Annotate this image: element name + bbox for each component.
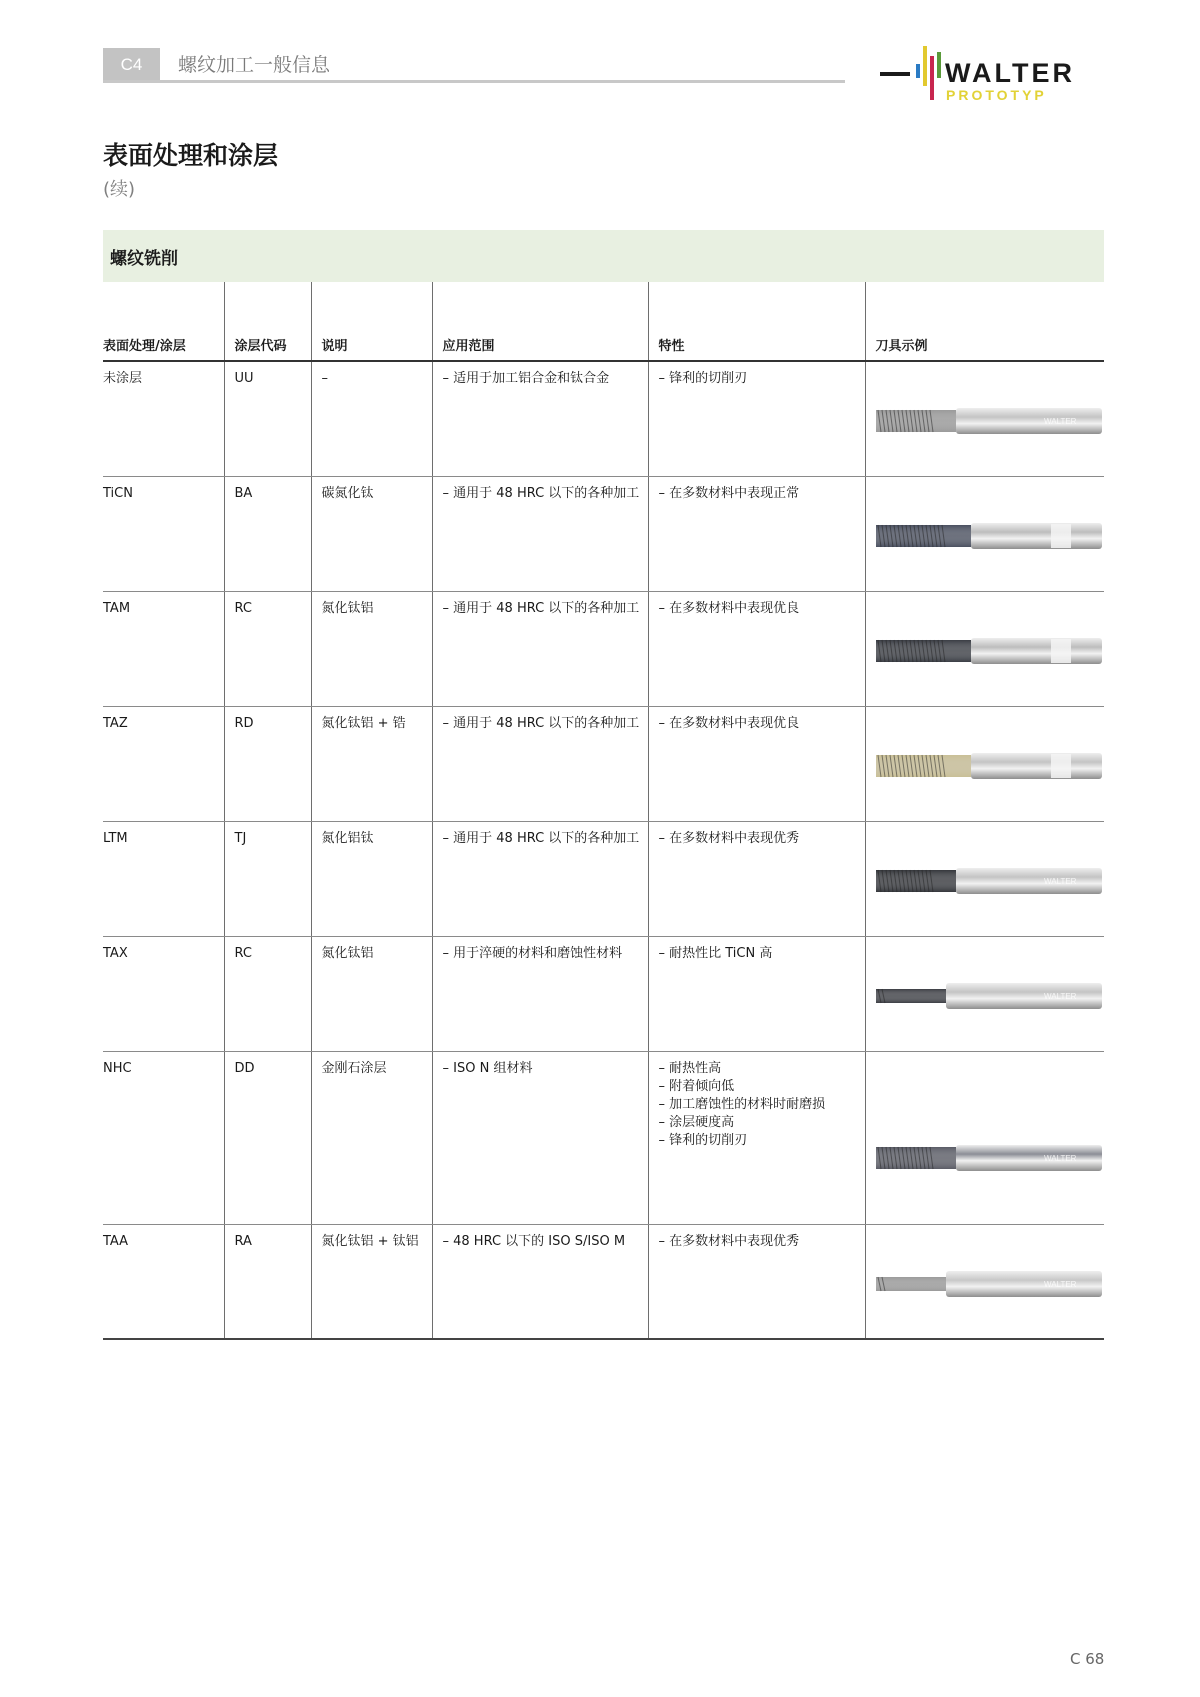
table-row: [103, 361, 1104, 476]
svg-text:WALTER: WALTER: [1043, 1153, 1076, 1163]
application-item: – 通用于 48 HRC 以下的各种加工: [442, 830, 640, 846]
cell-properties: [648, 476, 865, 591]
page-subtitle: (续): [103, 179, 136, 200]
property-item: – 在多数材料中表现优良: [658, 600, 800, 616]
property-item: – 在多数材料中表现优良: [658, 715, 800, 731]
thread-mill-tool-image: [876, 1269, 1106, 1299]
application-item: – 48 HRC 以下的 ISO S/ISO M: [442, 1233, 626, 1249]
application-item: – 通用于 48 HRC 以下的各种加工: [442, 600, 640, 616]
cell-tool-example: [865, 821, 1104, 936]
cell-tool-example: [865, 476, 1104, 591]
application-item: – 用于淬硬的材料和磨蚀性材料: [442, 945, 623, 961]
property-item: – 锋利的切削刃: [658, 371, 748, 386]
table-row: [103, 1051, 1104, 1224]
header-rule: [103, 80, 845, 83]
cell-coating: TAX: [103, 936, 224, 1051]
application-item: – 通用于 48 HRC 以下的各种加工: [442, 485, 640, 501]
cell-tool-example: [865, 361, 1104, 476]
table-row: [103, 706, 1104, 821]
section-header: [103, 230, 1104, 282]
logo-bars-icon: [880, 44, 950, 106]
cell-properties: [648, 361, 865, 476]
thread-mill-tool-image: [876, 521, 1106, 551]
cell-coating: TiCN: [103, 476, 224, 591]
svg-text:WALTER: WALTER: [1043, 417, 1076, 426]
cell-code: RA: [224, 1224, 311, 1339]
property-item: – 在多数材料中表现优秀: [658, 830, 800, 846]
cell-application: [432, 476, 648, 591]
cell-application: [432, 706, 648, 821]
logo-wordmark: WALTER: [945, 58, 1075, 88]
application-item: – ISO N 组材料: [442, 1060, 533, 1076]
chapter-title: 螺纹加工一般信息: [178, 54, 331, 76]
cell-application: [432, 361, 648, 476]
cell-description: 氮化铝钛: [311, 821, 432, 936]
thread-mill-tool-image: [876, 406, 1106, 436]
col-header-description: 说明: [311, 282, 432, 361]
property-item: – 锋利的切削刃: [658, 1132, 748, 1148]
cell-description: 氮化钛铝 + 锆: [311, 706, 432, 821]
col-header-application: 应用范围: [432, 282, 648, 361]
cell-description: 碳氮化钛: [311, 476, 432, 591]
cell-application: [432, 591, 648, 706]
thread-mill-tool-image: [876, 981, 1106, 1011]
table-row: [103, 476, 1104, 591]
cell-tool-example: [865, 591, 1104, 706]
cell-properties: [648, 1051, 865, 1224]
property-item: – 涂层硬度高: [658, 1114, 735, 1130]
cell-code: RC: [224, 936, 311, 1051]
cell-description: 金刚石涂层: [311, 1051, 432, 1224]
page-title: 表面处理和涂层: [103, 141, 279, 170]
property-item: – 耐热性比 TiCN 高: [658, 945, 773, 961]
cell-tool-example: [865, 706, 1104, 821]
cell-coating: TAM: [103, 591, 224, 706]
col-header-coating: 表面处理/涂层: [103, 282, 224, 361]
cell-code: DD: [224, 1051, 311, 1224]
cell-coating: NHC: [103, 1051, 224, 1224]
cell-properties: [648, 1224, 865, 1339]
svg-text:WALTER: WALTER: [1043, 991, 1076, 1001]
cell-coating: TAZ: [103, 706, 224, 821]
cell-coating: 未涂层: [103, 361, 224, 476]
table-header-row: [103, 282, 1104, 361]
table-row: [103, 591, 1104, 706]
svg-text:WALTER: WALTER: [1043, 1279, 1076, 1289]
property-item: – 在多数材料中表现正常: [658, 485, 800, 501]
thread-mill-tool-image: [876, 636, 1106, 666]
thread-mill-tool-image: [876, 751, 1106, 781]
table-row: [103, 1224, 1104, 1339]
cell-tool-example: [865, 1051, 1104, 1224]
cell-code: RD: [224, 706, 311, 821]
page-number: C 68: [1070, 1650, 1105, 1668]
thread-mill-tool-image: [876, 1143, 1106, 1173]
cell-properties: [648, 821, 865, 936]
cell-properties: [648, 706, 865, 821]
cell-properties: [648, 591, 865, 706]
cell-code: RC: [224, 591, 311, 706]
cell-description: 氮化钛铝 + 钛铝: [311, 1224, 432, 1339]
col-header-properties: 特性: [648, 282, 865, 361]
section-title: 螺纹铣削: [110, 249, 178, 269]
table-row: [103, 821, 1104, 936]
cell-properties: [648, 936, 865, 1051]
thread-mill-tool-image: [876, 866, 1106, 896]
property-item: – 在多数材料中表现优秀: [658, 1233, 800, 1249]
cell-application: [432, 1224, 648, 1339]
walter-logo: [880, 44, 1110, 106]
col-header-code: 涂层代码: [224, 282, 311, 361]
svg-text:WALTER: WALTER: [1043, 876, 1076, 886]
coatings-table: [103, 282, 1104, 1340]
cell-application: [432, 821, 648, 936]
cell-code: BA: [224, 476, 311, 591]
logo-subtitle: PROTOTYP: [946, 87, 1047, 103]
cell-application: [432, 1051, 648, 1224]
application-item: – 适用于加工铝合金和钛合金: [442, 371, 610, 386]
property-item: – 耐热性高: [658, 1060, 722, 1076]
cell-description: 氮化钛铝: [311, 591, 432, 706]
cell-coating: TAA: [103, 1224, 224, 1339]
cell-code: UU: [224, 361, 311, 476]
chapter-tab: C4: [103, 48, 160, 82]
cell-application: [432, 936, 648, 1051]
property-item: – 附着倾向低: [658, 1078, 735, 1094]
cell-tool-example: [865, 1224, 1104, 1339]
cell-coating: LTM: [103, 821, 224, 936]
cell-description: 氮化钛铝: [311, 936, 432, 1051]
property-item: – 加工磨蚀性的材料时耐磨损: [658, 1096, 826, 1112]
application-item: – 通用于 48 HRC 以下的各种加工: [442, 715, 640, 731]
cell-code: TJ: [224, 821, 311, 936]
cell-description: –: [311, 361, 432, 476]
table-row: [103, 936, 1104, 1051]
col-header-tool-example: 刀具示例: [865, 282, 1104, 361]
cell-tool-example: [865, 936, 1104, 1051]
